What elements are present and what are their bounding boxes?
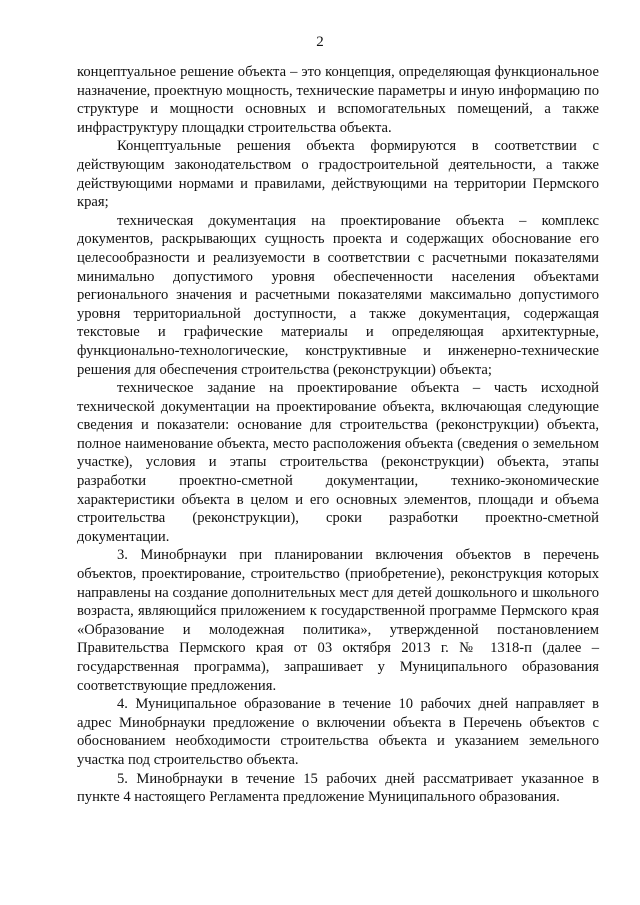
paragraph-concept-formation: Концептуальные решения объекта формируются в соответствии с действующим законодательством о градостроительной деятельности, а также действующими нормами и правилами, действующими на территории Пермского края; bbox=[77, 138, 599, 211]
page-number: 2 bbox=[316, 34, 324, 50]
paragraph-technical-assignment: техническое задание на проектирование объекта – часть исходной технической документации на проектирование объекта, включающая следующие сведения и показатели: основание для строительства (реконструкции) объекта, полное наименование объекта, место расположения объекта (сведения о земельном участке), условия и этапы строительства (реконструкции) объекта, этапы разработки проектно-сметной документации, технико-экономические характеристики объекта в целом и его основных элементов, площади и объема строительства (реконструкции), сроки разработки проектно-сметной документации. bbox=[77, 380, 599, 545]
paragraph-item-4: 4. Муниципальное образование в течение 10 рабочих дней направляет в адрес Минобрнауки предложение о включении объекта в Перечень объектов с обоснованием необходимости строительства объекта и указанием земельного участка под строительство объекта. bbox=[77, 696, 599, 768]
paragraph-item-5: 5. Минобрнауки в течение 15 рабочих дней рассматривает указанное в пункте 4 настоящего Регламента предложение Муниципального образования. bbox=[77, 770, 599, 806]
paragraph-technical-documentation: техническая документация на проектирование объекта – комплекс документов, раскрывающих сущность проекта и содержащих обоснование его целесообразности и реализуемости в соответствии с расчетными показателями минимально допустимого уровня обеспеченности населения объектами регионального значения и расчетными показателями максимально допустимого уровня территориальной доступности, а также документация, содержащая текстовые и графические материалы и определяющая архитектурные, функционально-технологические, конструктивные и инженерно-технические решения для обеспечения строительства (реконструкции) объекта; bbox=[77, 212, 599, 378]
paragraph-concept-definition: концептуальное решение объекта – это концепция, определяющая функциональное назначение, проектную мощность, технические параметры и иную информацию по структуре и мощности основных и вспомогательных помещений, а также инфраструктуру площадки строительства объекта. bbox=[77, 64, 599, 136]
document-body bbox=[77, 63, 599, 807]
paragraph-item-3: 3. Минобрнауки при планировании включения объектов в перечень объектов, проектирование, строительство (приобретение), реконструкция которых направлены на создание дополнительных мест для детей дошкольного и школьного возраста, являющийся приложением к государственной программе Пермского края «Образование и молодежная политика», утвержденной постановлением Правительства Пермского края от 03 октября 2013 г. № 1318-п (далее – государственная программа), запрашивает у Муниципального образования соответствующие предложения. bbox=[77, 547, 599, 694]
